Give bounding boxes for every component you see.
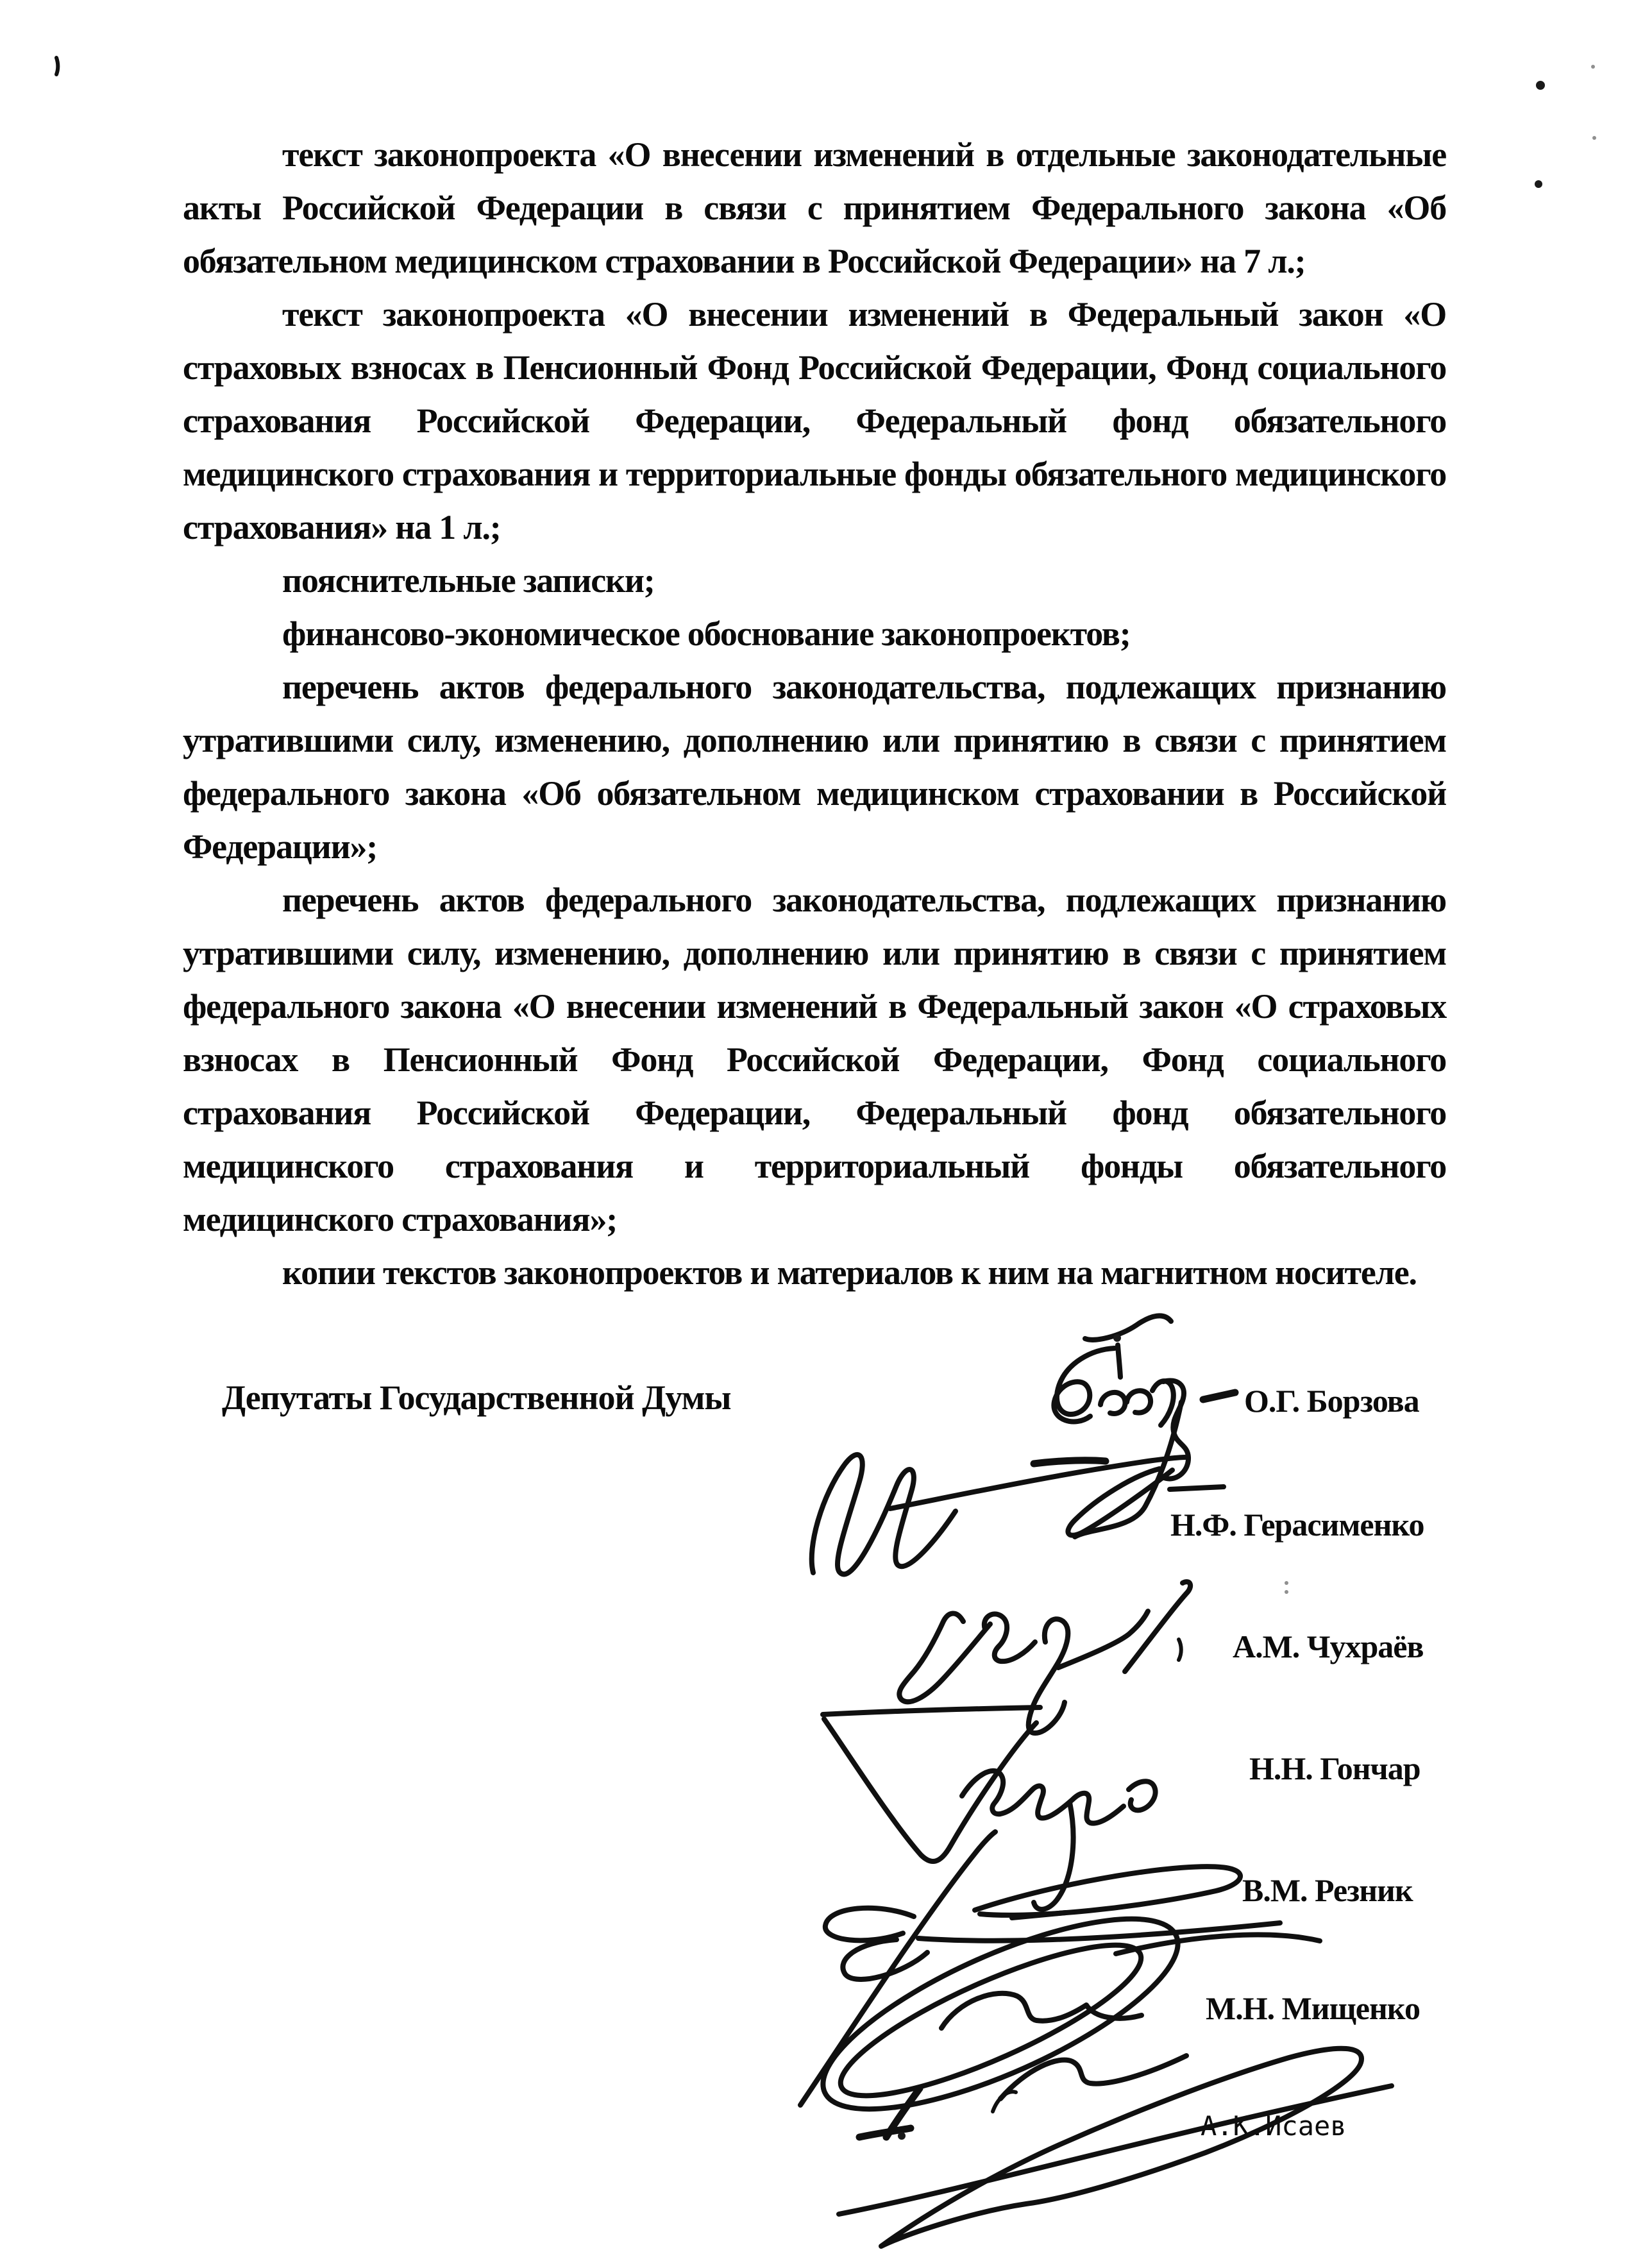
scan-speck — [1285, 1581, 1288, 1585]
signature-chukhraev — [899, 1582, 1190, 1733]
body-paragraph: текст законопроекта «О внесении изменений в отдельные законодательные акты Российской Федерации в связи с принятием Федерального закона «Об обязательном медицинском страховании в Российской Федерации» на 7 л.; — [183, 135, 1446, 280]
signer-name-mishchenko: М.Н. Мищенко — [1206, 1990, 1420, 2026]
signer-name-borzova: О.Г. Борзова — [1244, 1383, 1419, 1419]
signer-name-chukhraev: А.М. Чухраёв — [1233, 1629, 1424, 1664]
scan-speck — [1592, 136, 1596, 140]
body-paragraph: текст законопроекта «О внесении изменений в Федеральный закон «О страховых взносах в Пенсионный Фонд Российской Федерации, Фонд социального страхования Российской Федерации, Федеральный фонд обязательного медицинского страхования и территориальные фонды обязательного медицинского страхования» на 1 л.; — [183, 295, 1446, 546]
document-body — [183, 128, 1446, 1299]
signature-borzova — [1054, 1316, 1235, 1537]
body-paragraph: финансово-экономическое обоснование законопроектов; — [282, 614, 1131, 653]
body-paragraph: копии текстов законопроектов и материалов к ним на магнитном носителе. — [282, 1253, 1417, 1292]
signature-isaev — [839, 2049, 1392, 2246]
signer-name-reznik: В.М. Резник — [1242, 1872, 1413, 1908]
signer-name-gerasimenko: Н.Ф. Герасименко — [1170, 1507, 1424, 1543]
scan-speck — [1591, 65, 1595, 69]
signer-name-gonchar: Н.Н. Гончар — [1249, 1750, 1420, 1786]
scan-speck — [1536, 81, 1545, 90]
body-paragraph: пояснительные записки; — [282, 561, 655, 600]
body-paragraph: перечень актов федерального законодательства, подлежащих признанию утратившими силу, изменению, дополнению или принятию в связи с принятием федерального закона «Об обязательном медицинском страховании в Российской Федерации»; — [183, 668, 1446, 866]
signature-reznik — [800, 1832, 1280, 2105]
signature-gerasimenko — [812, 1455, 1224, 1574]
deputies-label: Депутаты Государственной Думы — [222, 1378, 731, 1417]
scan-speck — [1535, 180, 1542, 188]
signature-gonchar — [823, 1707, 1156, 1909]
signer-name-isaev: А.К.Исаев — [1201, 2110, 1347, 2142]
body-paragraph: перечень актов федерального законодательства, подлежащих признанию утратившими силу, изменению, дополнению или принятию в связи с принятием федерального закона «О внесении изменений в Федеральный закон «О страховых взносах в Пенсионный Фонд Российской Федерации, Фонд социального страхования Российской Федерации, Федеральный фонд обязательного медицинского страхования и территориальный фонды обязательного медицинского страхования»; — [183, 881, 1446, 1239]
scan-speck — [56, 58, 58, 74]
scan-speck — [1285, 1590, 1288, 1594]
